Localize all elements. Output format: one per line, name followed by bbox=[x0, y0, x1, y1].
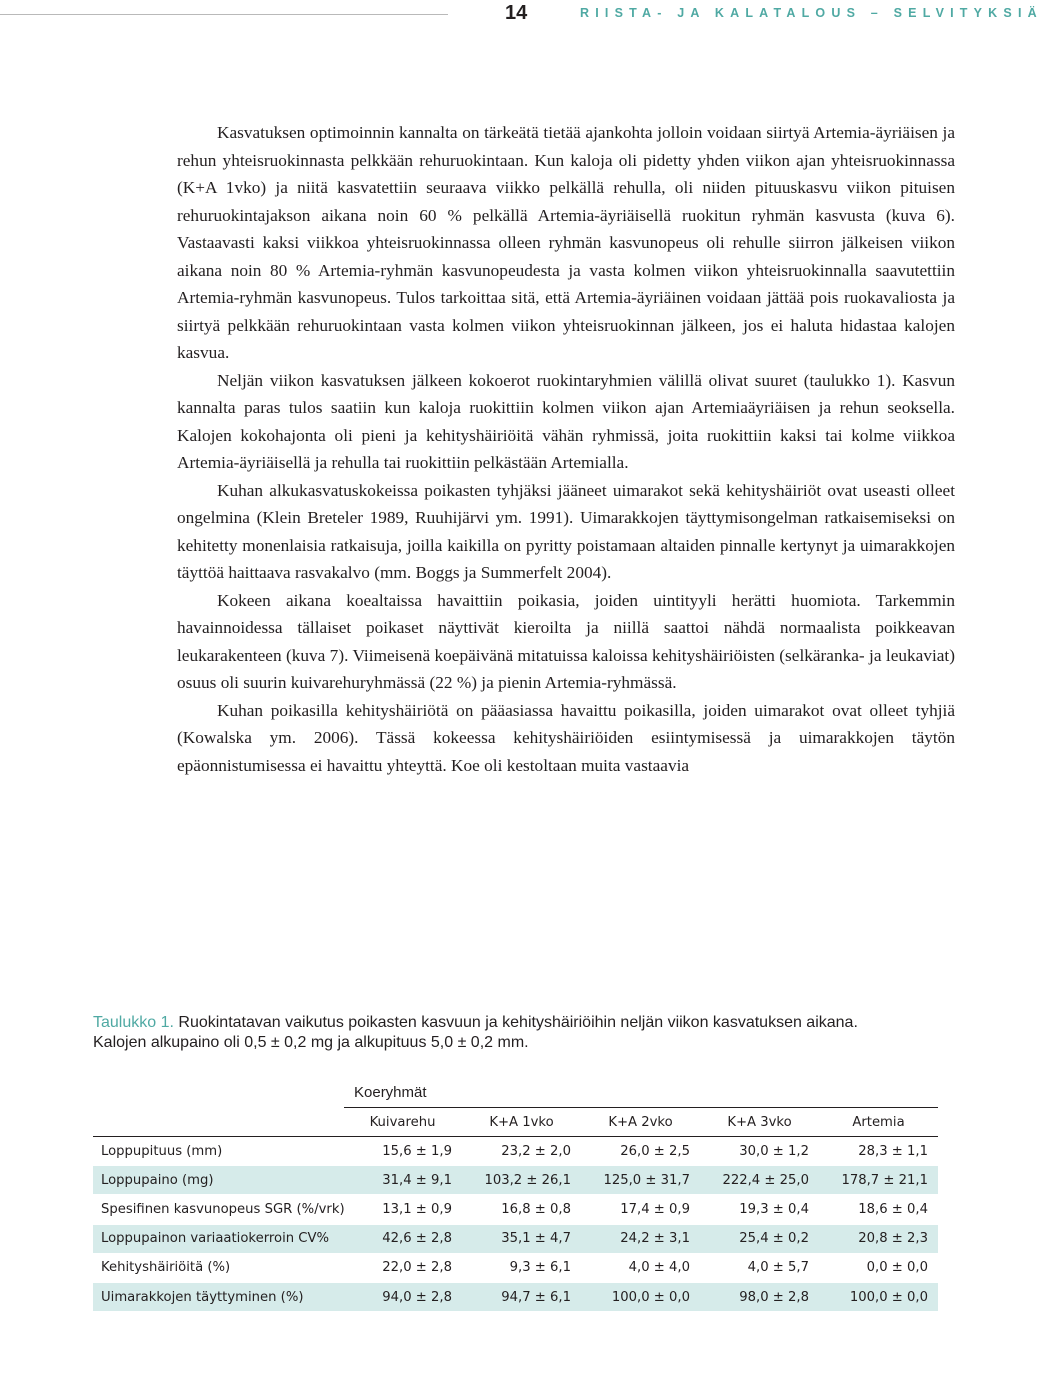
table-row bbox=[93, 1137, 938, 1166]
table-caption bbox=[93, 1013, 913, 1053]
table-cell: 24,2 ± 3,1 bbox=[581, 1224, 700, 1253]
table-cell: 103,2 ± 26,1 bbox=[462, 1166, 581, 1195]
table-cell: 4,0 ± 5,7 bbox=[700, 1253, 819, 1282]
row-label: Spesifinen kasvunopeus SGR (%/vrk) bbox=[93, 1195, 343, 1224]
row-label: Uimarakkojen täyttyminen (%) bbox=[93, 1282, 343, 1311]
table-row bbox=[93, 1253, 938, 1282]
paragraph: Kokeen aikana koealtaissa havaittiin poikasia, joiden uintityyli herätti huomiota. Tarkemmin havainnoidessa tällaiset poikaset näyttivät kieroilta ja niillä saattoi nähdä normaalista poikkeavan leukarakenteen (kuva 7). Viimeisenä koepäivänä mitatuissa kaloissa kehityshäiriöisten (selkäranka- ja leukaviat) osuus oli suurin kuivarehuryhmässä (22 %) ja pienin Artemia-ryhmässä. bbox=[177, 590, 955, 692]
table-cell: 35,1 ± 4,7 bbox=[462, 1224, 581, 1253]
table-cell: 125,0 ± 31,7 bbox=[581, 1166, 700, 1195]
table-cell: 26,0 ± 2,5 bbox=[581, 1137, 700, 1166]
table-caption-text: Ruokintatavan vaikutus poikasten kasvuun ja kehityshäiriöihin neljän viikon kasvatuksen aikana. Kalojen alkupaino oli 0,5 ± 0,2 mg ja alkupituus 5,0 ± 0,2 mm. bbox=[93, 1014, 858, 1051]
row-label: Loppupituus (mm) bbox=[93, 1137, 343, 1166]
table-cell: 22,0 ± 2,8 bbox=[343, 1253, 462, 1282]
row-label: Kehityshäiriöitä (%) bbox=[93, 1253, 343, 1282]
table-row bbox=[93, 1282, 938, 1311]
table-header-cell bbox=[93, 1108, 343, 1137]
table-header-cell: K+A 3vko bbox=[700, 1108, 819, 1137]
table-cell: 16,8 ± 0,8 bbox=[462, 1195, 581, 1224]
table-cell: 28,3 ± 1,1 bbox=[819, 1137, 938, 1166]
table-cell: 100,0 ± 0,0 bbox=[581, 1282, 700, 1311]
table-header-cell: Artemia bbox=[819, 1108, 938, 1137]
paragraph: Kuhan alkukasvatuskokeissa poikasten tyhjäksi jääneet uimarakot sekä kehityshäiriöt ovat useasti olleet ongelmina (Klein Breteler 1989, Ruuhijärvi ym. 1991). Uimarakkojen täyttymisongelman ratkaisemiseksi on kehitetty monenlaisia ratkaisuja, joilla kaikilla on pyritty poistamaan altaiden pinnalle kertynyt ja uimarakkojen täyttöä haittaava rasvakalvo (mm. Boggs ja Summerfelt 2004). bbox=[177, 480, 955, 582]
table-cell: 98,0 ± 2,8 bbox=[700, 1282, 819, 1311]
running-head: RIISTA- JA KALATALOUS – SELVITYKSIÄ bbox=[580, 6, 1043, 20]
table-cell: 9,3 ± 6,1 bbox=[462, 1253, 581, 1282]
table-cell: 94,0 ± 2,8 bbox=[343, 1282, 462, 1311]
data-table bbox=[93, 1108, 938, 1312]
header-rule bbox=[0, 14, 448, 15]
table-cell: 42,6 ± 2,8 bbox=[343, 1224, 462, 1253]
table-cell: 15,6 ± 1,9 bbox=[343, 1137, 462, 1166]
row-label: Loppupaino (mg) bbox=[93, 1166, 343, 1195]
table-cell: 18,6 ± 0,4 bbox=[819, 1195, 938, 1224]
page-number: 14 bbox=[505, 2, 528, 24]
table-row bbox=[93, 1224, 938, 1253]
table-cell: 30,0 ± 1,2 bbox=[700, 1137, 819, 1166]
table-cell: 222,4 ± 25,0 bbox=[700, 1166, 819, 1195]
table-cell: 23,2 ± 2,0 bbox=[462, 1137, 581, 1166]
table-cell: 19,3 ± 0,4 bbox=[700, 1195, 819, 1224]
paragraph: Neljän viikon kasvatuksen jälkeen kokoerot ruokintaryhmien välillä olivat suuret (taulukko 1). Kasvun kannalta paras tulos saatiin kun kaloja ruokittiin kolmen viikon ajan Artemiaäyriäisen ja rehun seoksella. Kalojen kokohajonta oli pieni ja kehityshäiriöitä vähän ryhmissä, joita ruokittiin kaksi tai kolme viikkoa Artemia-äyriäisellä ja rehulla tai ruokittiin pelkästään Artemialla. bbox=[177, 370, 955, 472]
table-cell: 13,1 ± 0,9 bbox=[343, 1195, 462, 1224]
table-cell: 4,0 ± 4,0 bbox=[581, 1253, 700, 1282]
paragraph: Kuhan poikasilla kehityshäiriötä on pääasiassa havaittu poikasilla, joiden uimarakot ovat olleet tyhjiä (Kowalska ym. 2006). Tässä kokeessa kehityshäiriöiden esiintymisessä ja uimarakkojen täytön epäonnistumisessa ei havaittu yhteyttä. Koe oli kestoltaan muita vastaavia bbox=[177, 700, 955, 775]
table-header-cell: K+A 2vko bbox=[581, 1108, 700, 1137]
table-cell: 100,0 ± 0,0 bbox=[819, 1282, 938, 1311]
table-caption-lead: Taulukko 1. bbox=[93, 1014, 174, 1031]
body-text bbox=[177, 119, 955, 779]
row-label: Loppupainon variaatiokerroin CV% bbox=[93, 1224, 343, 1253]
table-header-cell: Kuivarehu bbox=[343, 1108, 462, 1137]
table-cell: 178,7 ± 21,1 bbox=[819, 1166, 938, 1195]
table-row bbox=[93, 1166, 938, 1195]
table-cell: 0,0 ± 0,0 bbox=[819, 1253, 938, 1282]
table-cell: 31,4 ± 9,1 bbox=[343, 1166, 462, 1195]
table-cell: 17,4 ± 0,9 bbox=[581, 1195, 700, 1224]
table-cell: 94,7 ± 6,1 bbox=[462, 1282, 581, 1311]
table-row bbox=[93, 1195, 938, 1224]
table-cell: 25,4 ± 0,2 bbox=[700, 1224, 819, 1253]
table-header-row bbox=[93, 1108, 938, 1137]
table-header-cell: K+A 1vko bbox=[462, 1108, 581, 1137]
paragraph: Kasvatuksen optimoinnin kannalta on tärkeätä tietää ajankohta jolloin voidaan siirtyä Artemia-äyriäisen ja rehun yhteisruokinnasta pelkkään rehuruokintaan. Kun kaloja oli pidetty yhden viikon ajan yhteisruokinnassa (K+A 1vko) ja niitä kasvatettiin seuraava viikko pelkällä rehulla, oli niiden pituuskasvu viikon pituisen rehuruokintajakson aikana noin 60 % pelkällä Artemia-äyriäisellä ruokitun ryhmän kasvusta (kuva 6). Vastaavasti kaksi viikkoa yhteisruokinnassa olleen ryhmän kasvunopeus oli rehulle siirron jälkeisen viikon aikana noin 80 % Artemia-ryhmän kasvunopeudesta ja vasta kolmen viikon yhteisruokinnalla saavutettiin Artemia-ryhmän kasvunopeus. Tulos tarkoittaa sitä, että Artemia-äyriäinen voidaan jättää pois ruokavaliosta ja siirtyä pelkkään rehuruokintaan vasta kolmen viikon yhteisruokinnan jälkeen, jos ei haluta hidastaa kalojen kasvua. bbox=[177, 123, 955, 362]
table-cell: 20,8 ± 2,3 bbox=[819, 1224, 938, 1253]
table-group-label: Koeryhmät bbox=[354, 1084, 427, 1101]
